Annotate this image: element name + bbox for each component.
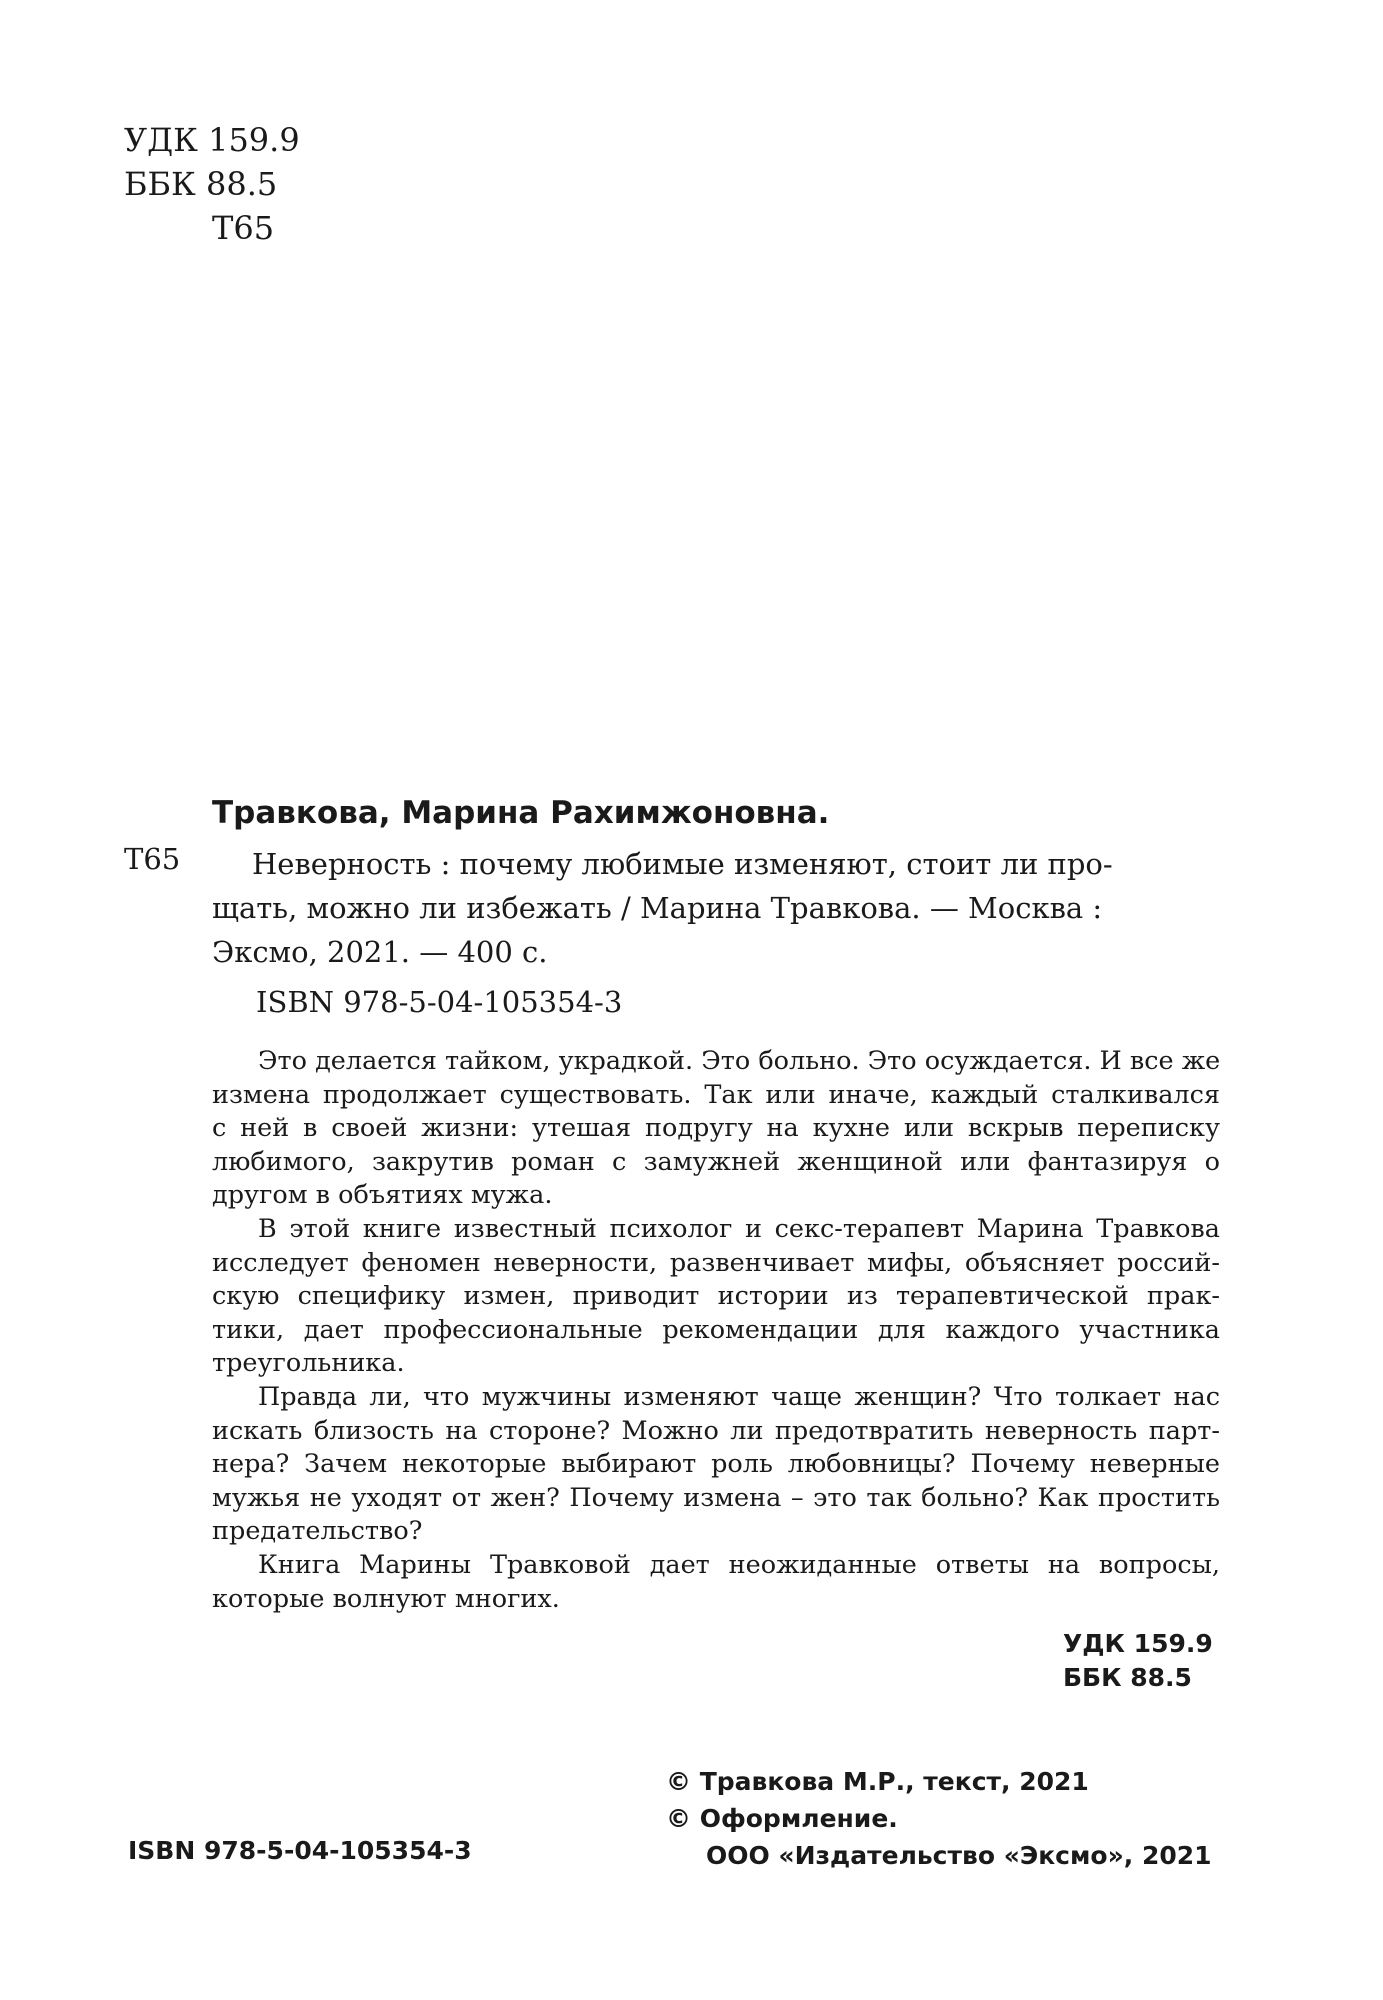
annotation-paragraph [212,1045,1220,1213]
udk-code-bottom: УДК 159.9 [1063,1629,1213,1658]
annotation-line: которые волнуют многих. [212,1583,560,1614]
copyright-text: © Травкова М.Р., текст, 2021 [666,1767,1089,1796]
bbk-code-top: ББК 88.5 [124,165,278,203]
entry-line: щать, можно ли избежать / Марина Травкова. — Москва : [212,891,1103,925]
isbn-footer: ISBN 978-5-04-105354-3 [128,1836,472,1865]
entry-line: Эксмо, 2021. — 400 с. [212,935,548,969]
annotation [212,1045,1220,1616]
author-sign-card: Т65 [124,842,181,876]
annotation-paragraph [212,1213,1220,1381]
annotation-line: тики, дает профессиональные рекомендации для каждого участника [212,1314,1220,1345]
annotation-line: скую специфику измен, приводит истории из терапевтической прак- [212,1281,1220,1312]
annotation-line: предательство? [212,1516,423,1547]
annotation-line: другом в объятиях мужа. [212,1180,553,1211]
bbk-code-bottom: ББК 88.5 [1063,1663,1192,1692]
annotation-line: исследует феномен неверности, развенчивает мифы, объясняет россий- [212,1247,1220,1278]
isbn-card: ISBN 978-5-04-105354-3 [256,985,623,1019]
copyright-publisher: ООО «Издательство «Эксмо», 2021 [706,1841,1212,1870]
classification-codes-bottom [1063,1627,1213,1695]
annotation-line: Правда ли, что мужчины изменяют чаще женщин? Что толкает нас [258,1381,1220,1412]
entry-line: Неверность : почему любимые изменяют, стоит ли про- [252,847,1113,881]
annotation-paragraph [212,1549,1220,1616]
annotation-line: В этой книге известный психолог и секс-терапевт Марина Травкова [258,1213,1220,1244]
annotation-line: измена продолжает существовать. Так или иначе, каждый сталкивался [212,1079,1220,1110]
udk-code-top: УДК 159.9 [124,121,300,159]
annotation-line: искать близость на стороне? Можно ли предотвратить неверность парт- [212,1415,1220,1446]
annotation-paragraph [212,1381,1220,1549]
author-name: Травкова, Марина Рахимжоновна. [212,795,830,831]
copyright-block [666,1763,1212,1874]
annotation-line: нера? Зачем некоторые выбирают роль любовницы? Почему неверные [212,1449,1220,1480]
annotation-line: любимого, закрутив роман с замужней женщиной или фантазируя о [212,1146,1220,1177]
author-sign-top: Т65 [212,209,275,247]
annotation-line: Книга Марины Травковой дает неожиданные ответы на вопросы, [258,1549,1220,1580]
bibliographic-entry [212,842,1113,974]
annotation-line: Это делается тайком, украдкой. Это больно. Это осуждается. И все же [258,1046,1221,1076]
annotation-line: мужья не уходят от жен? Почему измена – это так больно? Как простить [212,1482,1220,1513]
annotation-line: с ней в своей жизни: утешая подругу на кухне или вскрыв переписку [212,1113,1220,1144]
annotation-line: треугольника. [212,1348,405,1379]
copyright-design: © Оформление. [666,1804,898,1833]
